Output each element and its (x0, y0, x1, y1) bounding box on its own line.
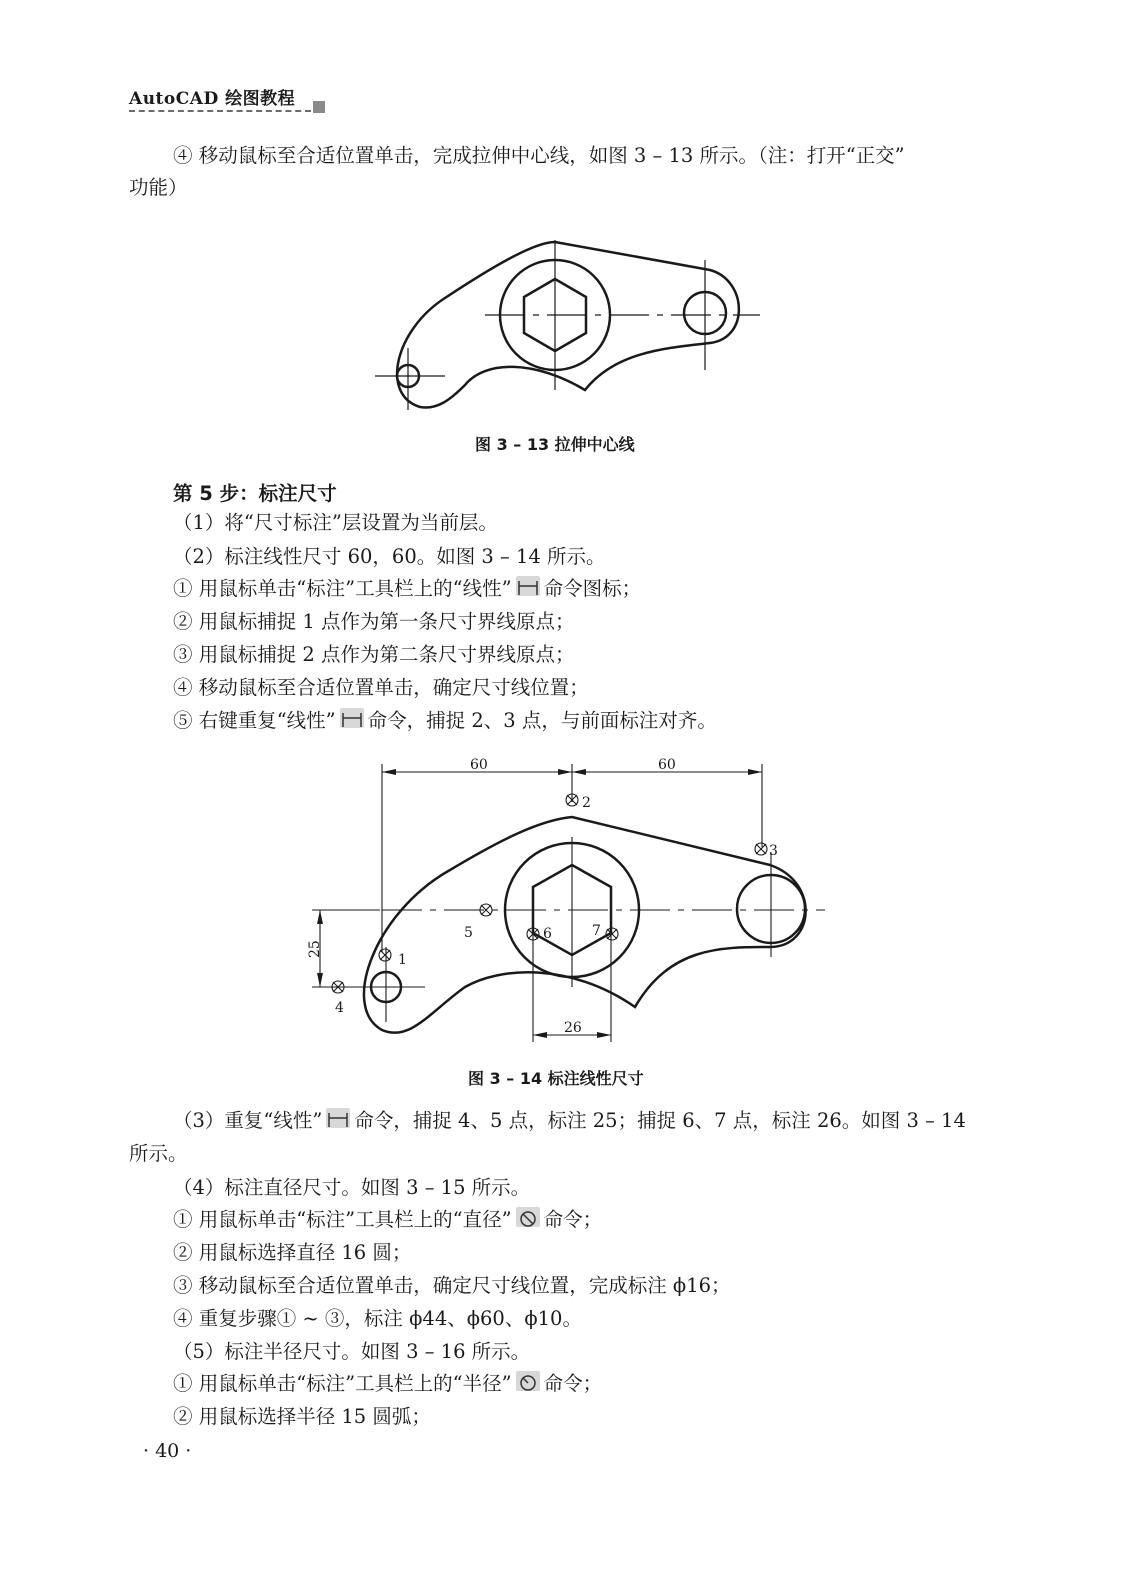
step5-item-3-text: ① 用鼠标单击“标注”工具栏上的“线性” (173, 577, 512, 600)
radius-dimension-icon (516, 1371, 540, 1391)
p3-text-c: 所示。 (129, 1142, 188, 1165)
step-5-title: 第 5 步：标注尺寸 (173, 482, 337, 505)
figure-3-14-drawing (300, 752, 830, 1047)
p4-item-3: ③ 移动鼠标至合适位置单击，确定尺寸线位置，完成标注 ϕ16； (173, 1274, 731, 1297)
linear-dimension-icon (326, 1108, 350, 1128)
point-label-7: 7 (592, 923, 601, 939)
step5-item-6: ④ 移动鼠标至合适位置单击，确定尺寸线位置； (173, 676, 589, 699)
intro-line-1: ④ 移动鼠标至合适位置单击，完成拉伸中心线，如图 3 – 13 所示。（注：打开“正交” (173, 144, 905, 167)
dim-label-top-right: 60 (658, 757, 676, 773)
header-dashed-rule (129, 110, 311, 112)
running-header-title: AutoCAD 绘图教程 (129, 89, 296, 109)
p4-item-1 (173, 1204, 602, 1236)
p4-item-4: ④ 重复步骤① ~ ③，标注 ϕ44、ϕ60、ϕ10。 (173, 1307, 582, 1330)
point-label-5: 5 (464, 925, 473, 941)
p3-text-a: （3）重复“线性” (173, 1109, 323, 1132)
figure-3-14-caption: 图 3 – 14 标注线性尺寸 (468, 1069, 644, 1088)
intro-line-2: 功能） (129, 176, 188, 199)
p5-item-1-tail: 命令； (543, 1372, 603, 1395)
p4-item-1-tail: 命令； (543, 1208, 603, 1231)
figure-3-13-drawing (365, 220, 765, 420)
step5-item-3-repeat (173, 1105, 966, 1137)
part-outline (364, 817, 806, 1033)
linear-dimension-icon (340, 708, 364, 728)
p4-heading: （4）标注直径尺寸。如图 3 – 15 所示。 (173, 1176, 531, 1199)
dim-label-left: 25 (307, 940, 323, 958)
diameter-dimension-icon (516, 1207, 540, 1227)
point-label-4: 4 (335, 1000, 344, 1016)
linear-dimension-icon (516, 576, 540, 596)
p5-heading: （5）标注半径尺寸。如图 3 – 16 所示。 (173, 1340, 531, 1363)
page-number: · 40 · (143, 1440, 192, 1462)
step5-item-2: （2）标注线性尺寸 60，60。如图 3 – 14 所示。 (173, 545, 606, 568)
figure-3-13-caption: 图 3 – 13 拉伸中心线 (475, 435, 635, 454)
point-label-2: 2 (582, 795, 591, 811)
step5-item-1: （1）将“尺寸标注”层设置为当前层。 (173, 511, 498, 534)
point-label-1: 1 (398, 952, 407, 968)
p4-item-2: ② 用鼠标选择直径 16 圆； (173, 1241, 412, 1264)
dim-label-bottom: 26 (564, 1020, 582, 1036)
dimension-arrows (317, 769, 762, 1038)
p3-text-b: 命令，捕捉 4、5 点，标注 25；捕捉 6、7 点，标注 26。如图 3 – 14 (354, 1109, 966, 1132)
p4-item-1-text: ① 用鼠标单击“标注”工具栏上的“直径” (173, 1208, 512, 1231)
p5-item-1-text: ① 用鼠标单击“标注”工具栏上的“半径” (173, 1372, 512, 1395)
step5-item-3-tail: 命令图标； (543, 577, 642, 600)
step5-item-7-tail: 命令，捕捉 2、3 点，与前面标注对齐。 (367, 709, 717, 732)
step5-item-4: ② 用鼠标捕捉 1 点作为第一条尺寸界线原点； (173, 610, 575, 633)
point-label-3: 3 (769, 843, 778, 859)
step5-item-7-text: ⑤ 右键重复“线性” (173, 709, 336, 732)
step5-item-3 (173, 573, 641, 605)
header-square-marker (313, 101, 325, 113)
dim-label-top-left: 60 (470, 757, 488, 773)
p5-item-1 (173, 1368, 602, 1400)
step5-item-5: ③ 用鼠标捕捉 2 点作为第二条尺寸界线原点； (173, 643, 575, 666)
step5-item-7 (173, 705, 717, 737)
point-label-6: 6 (543, 926, 552, 942)
p5-item-2: ② 用鼠标选择半径 15 圆弧； (173, 1405, 431, 1428)
